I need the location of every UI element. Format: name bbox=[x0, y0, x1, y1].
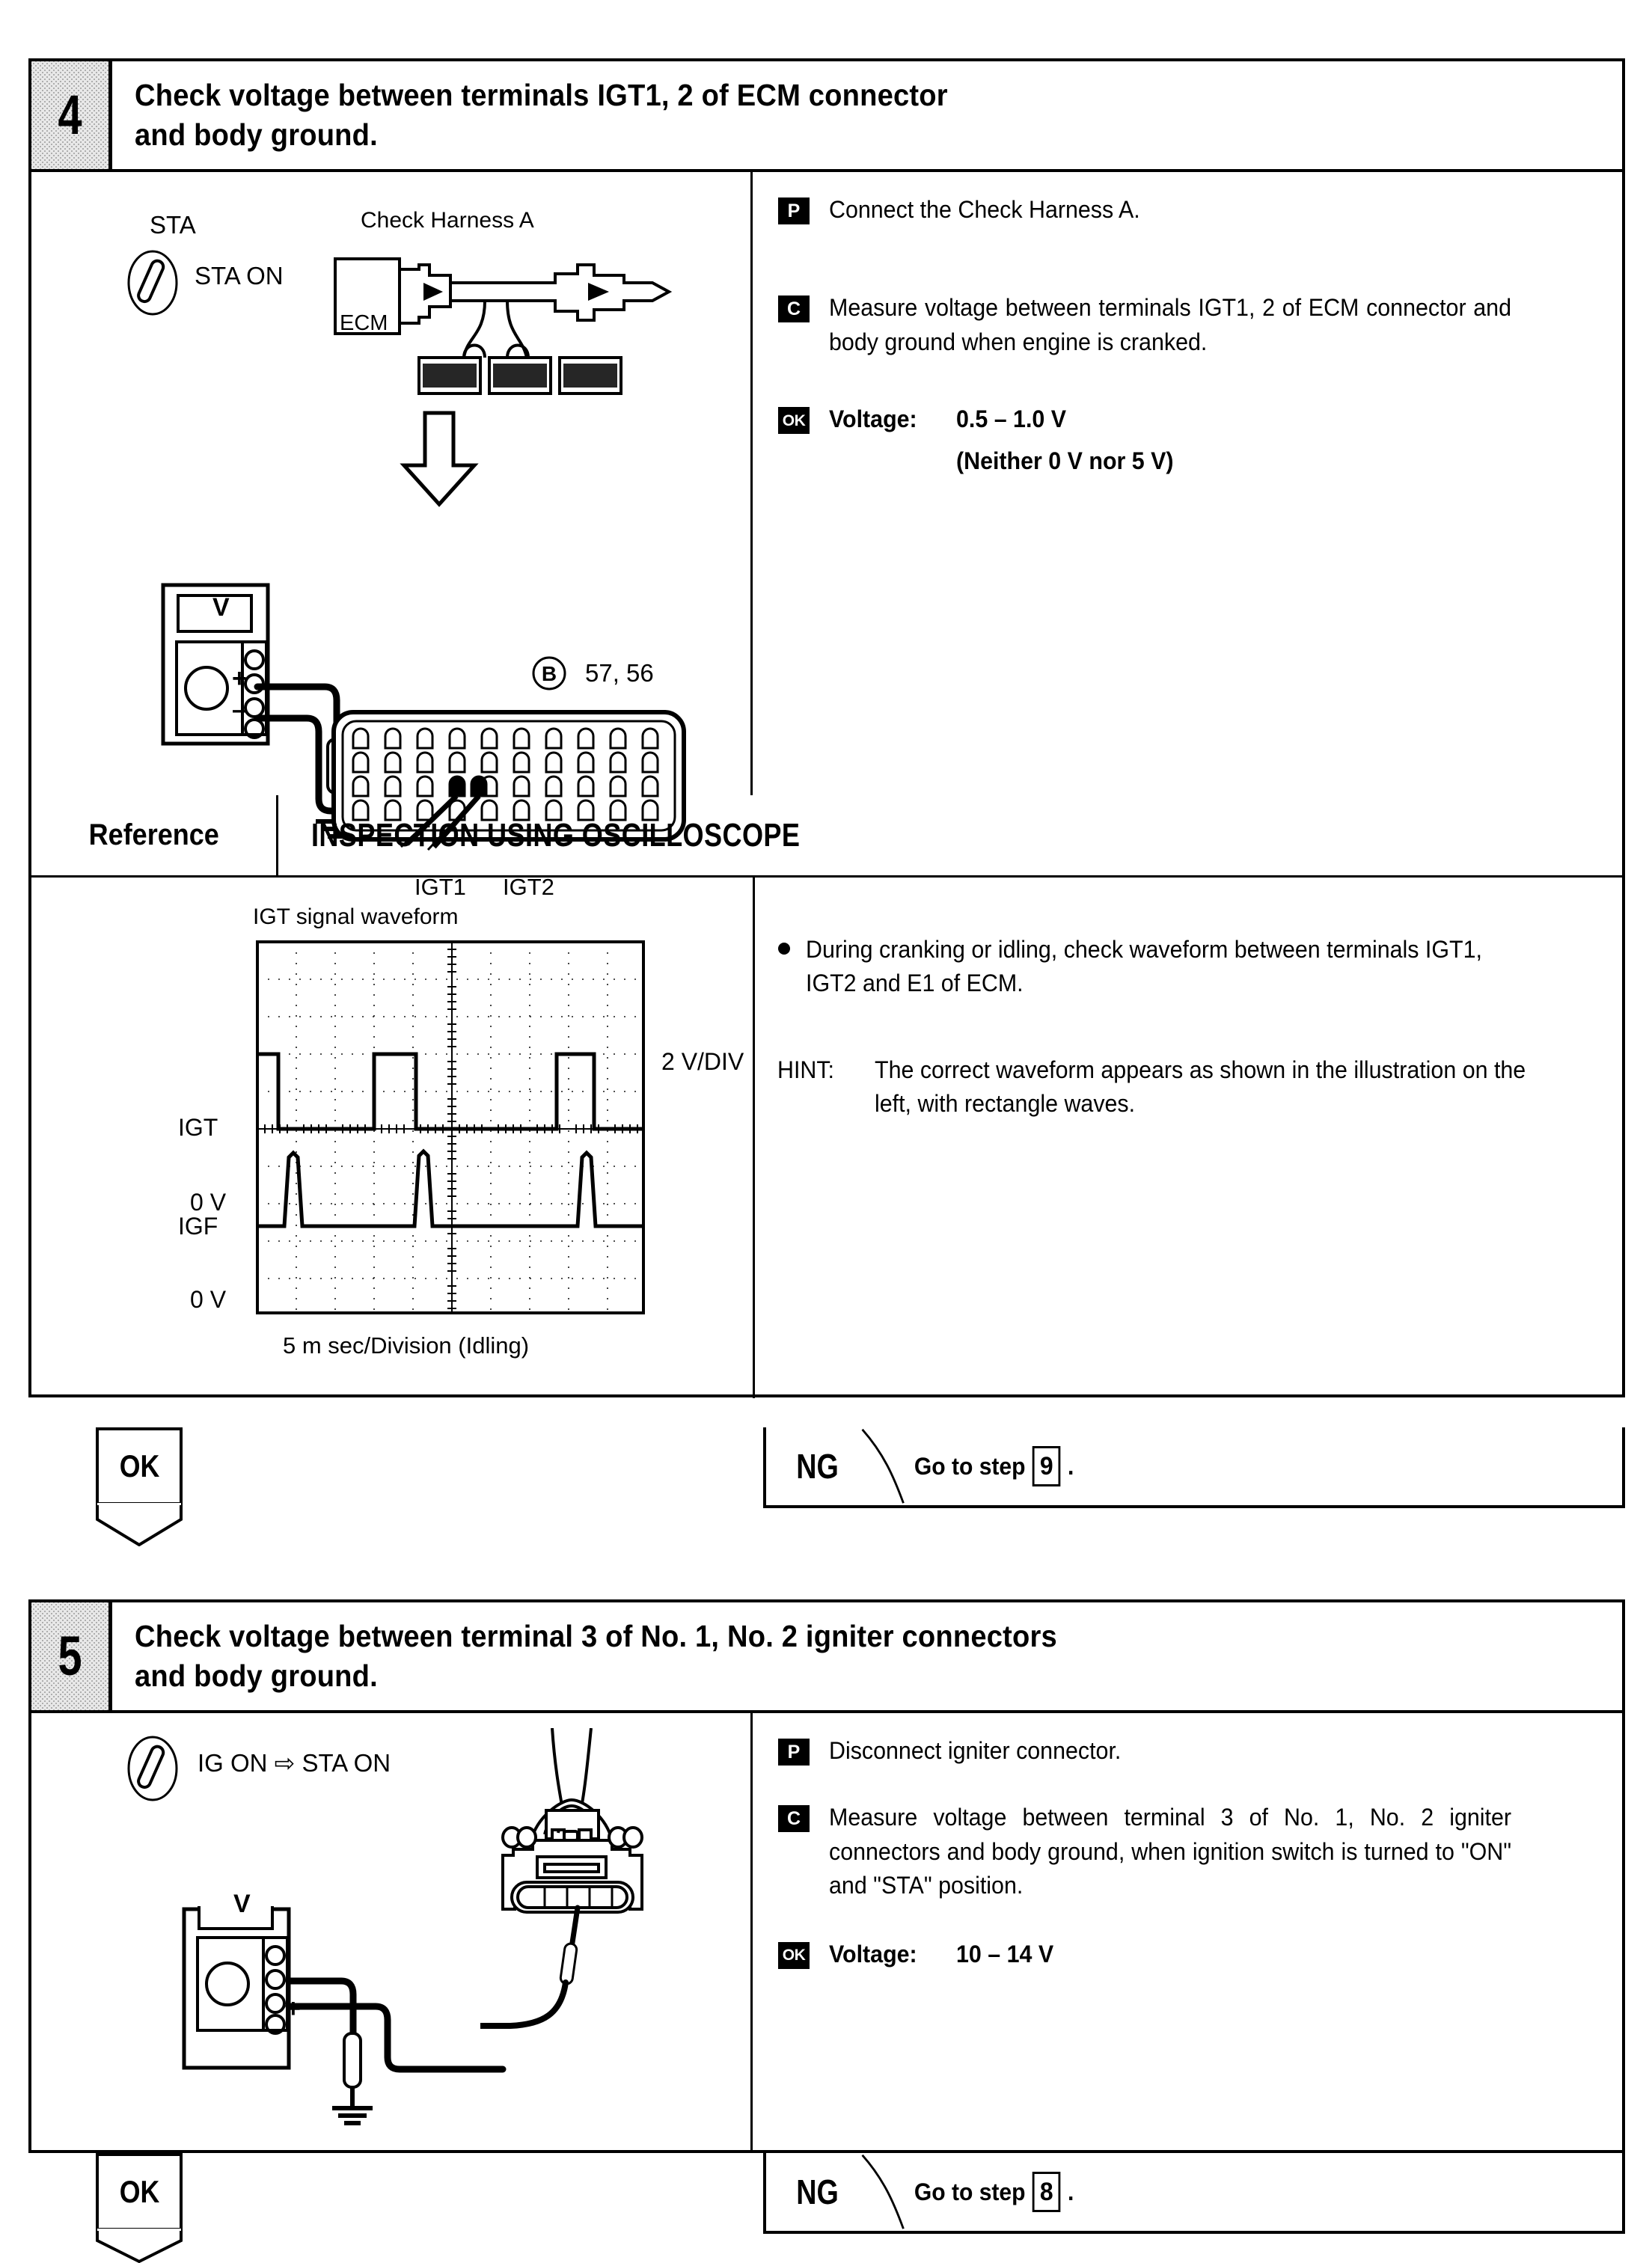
result-value: 0.5 – 1.0 V bbox=[956, 405, 1067, 433]
connector-ref-numbers: 57, 56 bbox=[585, 659, 654, 687]
step-5-ok-tag[interactable] bbox=[96, 2153, 183, 2231]
result-block bbox=[829, 1938, 1059, 1971]
reference-title-label: INSPECTION USING OSCILLOSCOPE bbox=[311, 816, 801, 854]
step-5-title-line-1: Check voltage between terminal 3 of No. 1, No. 2 igniter connectors bbox=[135, 1618, 1057, 1653]
step-5-number: 5 bbox=[58, 1625, 82, 1687]
reference-bar bbox=[31, 795, 1622, 878]
badge-ok: OK bbox=[778, 407, 810, 434]
multimeter-v-symbol: V bbox=[233, 1890, 251, 1918]
bullet-icon bbox=[777, 942, 791, 955]
step-5-ng-go bbox=[914, 2172, 1074, 2212]
terminal-label-igt2: IGT2 bbox=[503, 874, 554, 900]
step-5-title bbox=[112, 1602, 1622, 1710]
step-4-ok-arrow-icon bbox=[96, 1503, 183, 1546]
result-label: Voltage: bbox=[829, 1940, 917, 1968]
instruction-text-prepare: Disconnect igniter connector. bbox=[829, 1737, 1122, 1764]
step-4-ok-tag[interactable] bbox=[96, 1427, 183, 1505]
step-block-4 bbox=[28, 58, 1625, 1397]
step-5-instructions bbox=[753, 1713, 1622, 2153]
badge-ok: OK bbox=[778, 1942, 810, 1969]
step-4-number: 4 bbox=[58, 84, 82, 146]
reference-text bbox=[753, 878, 1622, 1398]
reference-tag bbox=[31, 795, 278, 875]
multimeter-plus-symbol: + bbox=[232, 664, 247, 693]
result-label: Voltage: bbox=[829, 405, 917, 433]
reference-tag-label: Reference bbox=[88, 818, 219, 851]
instruction-row-result bbox=[778, 1938, 1603, 1971]
instruction-text-check: Measure voltage between terminal 3 of No. 1, No. 2 igniter connectors and body ground, when ignition switch is turned to "ON" and "STA" position. bbox=[829, 1804, 1511, 1899]
step-4-number-badge bbox=[31, 61, 112, 169]
step-4-title-line-1: Check voltage between terminals IGT1, 2 of ECM connector bbox=[135, 77, 948, 112]
test-leads-drawing bbox=[278, 1960, 578, 2140]
step-4-ok-label: OK bbox=[119, 1448, 159, 1483]
ignition-switch-label: IG ON ⇨ STA ON bbox=[198, 1749, 391, 1777]
step-4-ng-go-prefix: Go to step bbox=[914, 1452, 1026, 1480]
step-5-ng-go-step[interactable]: 8 bbox=[1032, 2172, 1061, 2212]
oscilloscope-chart bbox=[31, 878, 753, 1398]
sta-on-label: STA ON bbox=[195, 262, 284, 290]
step-4-ng-go bbox=[914, 1446, 1074, 1486]
result-note: (Neither 0 V nor 5 V) bbox=[956, 447, 1174, 474]
step-5-number-badge bbox=[31, 1602, 112, 1710]
hint-label: HINT: bbox=[777, 1056, 834, 1083]
multimeter-minus-symbol: – bbox=[286, 1966, 300, 1994]
step-5-ng-go-suffix: . bbox=[1067, 2178, 1074, 2205]
reference-title bbox=[278, 795, 1622, 875]
ng-separator-icon bbox=[857, 1427, 909, 1505]
reference-body bbox=[31, 878, 1622, 1398]
chart-x-axis-label: 5 m sec/Division (Idling) bbox=[283, 1332, 530, 1359]
instruction-text-check: Measure voltage between terminals IGT1, 2 of ECM connector and body ground when engine is cranked. bbox=[829, 294, 1511, 355]
step-4-ng-go-suffix: . bbox=[1067, 1452, 1074, 1480]
step-4-ng-go-step[interactable]: 9 bbox=[1032, 1446, 1061, 1486]
step-4-ng-box[interactable] bbox=[763, 1427, 1625, 1508]
reference-bullet-text: During cranking or idling, check waveform between terminals IGT1, IGT2 and E1 of ECM. bbox=[806, 936, 1482, 997]
instruction-row-check bbox=[778, 291, 1603, 359]
multimeter-v-symbol: V bbox=[212, 593, 230, 622]
result-block bbox=[829, 402, 1185, 478]
terminal-label-igt1: IGT1 bbox=[414, 874, 466, 900]
ignition-key-icon bbox=[123, 247, 183, 319]
badge-c: C bbox=[778, 1805, 810, 1832]
step-5-header bbox=[31, 1602, 1622, 1713]
step-5-ok-arrow-icon bbox=[96, 2229, 183, 2263]
check-harness-a-label: Check Harness A bbox=[361, 208, 534, 233]
step-4-ng-label: NG bbox=[796, 1447, 839, 1486]
step-4-title bbox=[112, 61, 1622, 169]
badge-c: C bbox=[778, 295, 810, 322]
step-5-ng-label: NG bbox=[796, 2172, 839, 2211]
ng-separator-icon bbox=[857, 2153, 909, 2231]
ecm-label: ECM bbox=[340, 311, 388, 335]
badge-p: P bbox=[778, 197, 810, 224]
chart-zero-label-igf: 0 V bbox=[190, 1286, 227, 1313]
step-5-ng-box[interactable] bbox=[763, 2153, 1625, 2234]
instruction-text-prepare: Connect the Check Harness A. bbox=[829, 196, 1140, 223]
step-5-body bbox=[31, 1713, 1622, 2153]
step-4-header bbox=[31, 61, 1622, 172]
step-4-instructions bbox=[753, 172, 1622, 795]
chart-series-label-igt: IGT bbox=[178, 1114, 218, 1141]
step-5-illustration bbox=[31, 1713, 753, 2153]
instruction-row-check bbox=[778, 1801, 1603, 1902]
step-5-ng-go-prefix: Go to step bbox=[914, 2178, 1026, 2205]
down-arrow-icon bbox=[398, 410, 480, 507]
result-value: 10 – 14 V bbox=[956, 1940, 1054, 1968]
chart-annotation-v-div: 2 V/DIV bbox=[661, 1048, 744, 1075]
chart-series-label-igf: IGF bbox=[178, 1213, 218, 1240]
chart-title: IGT signal waveform bbox=[253, 904, 459, 929]
chart-zero-label-igt: 0 V bbox=[190, 1189, 227, 1216]
hint-text: The correct waveform appears as shown in the illustration on the left, with rectangle waves. bbox=[875, 1056, 1526, 1118]
svg-text:B: B bbox=[541, 662, 557, 685]
instruction-row-result bbox=[778, 402, 1603, 478]
step-block-5 bbox=[28, 1599, 1625, 2153]
instruction-row-prepare bbox=[778, 193, 1603, 227]
multimeter-plus-symbol: + bbox=[286, 1994, 301, 2023]
step-4-title-line-2: and body ground. bbox=[135, 117, 378, 152]
step-5-title-line-2: and body ground. bbox=[135, 1659, 378, 1693]
waveform-plot bbox=[256, 940, 645, 1314]
ignition-key-icon bbox=[123, 1733, 183, 1804]
badge-p: P bbox=[778, 1739, 810, 1766]
multimeter-minus-symbol: – bbox=[232, 696, 246, 724]
step-5-ok-label: OK bbox=[119, 2174, 159, 2209]
sta-label: STA bbox=[150, 211, 196, 239]
instruction-row-prepare bbox=[778, 1734, 1603, 1768]
